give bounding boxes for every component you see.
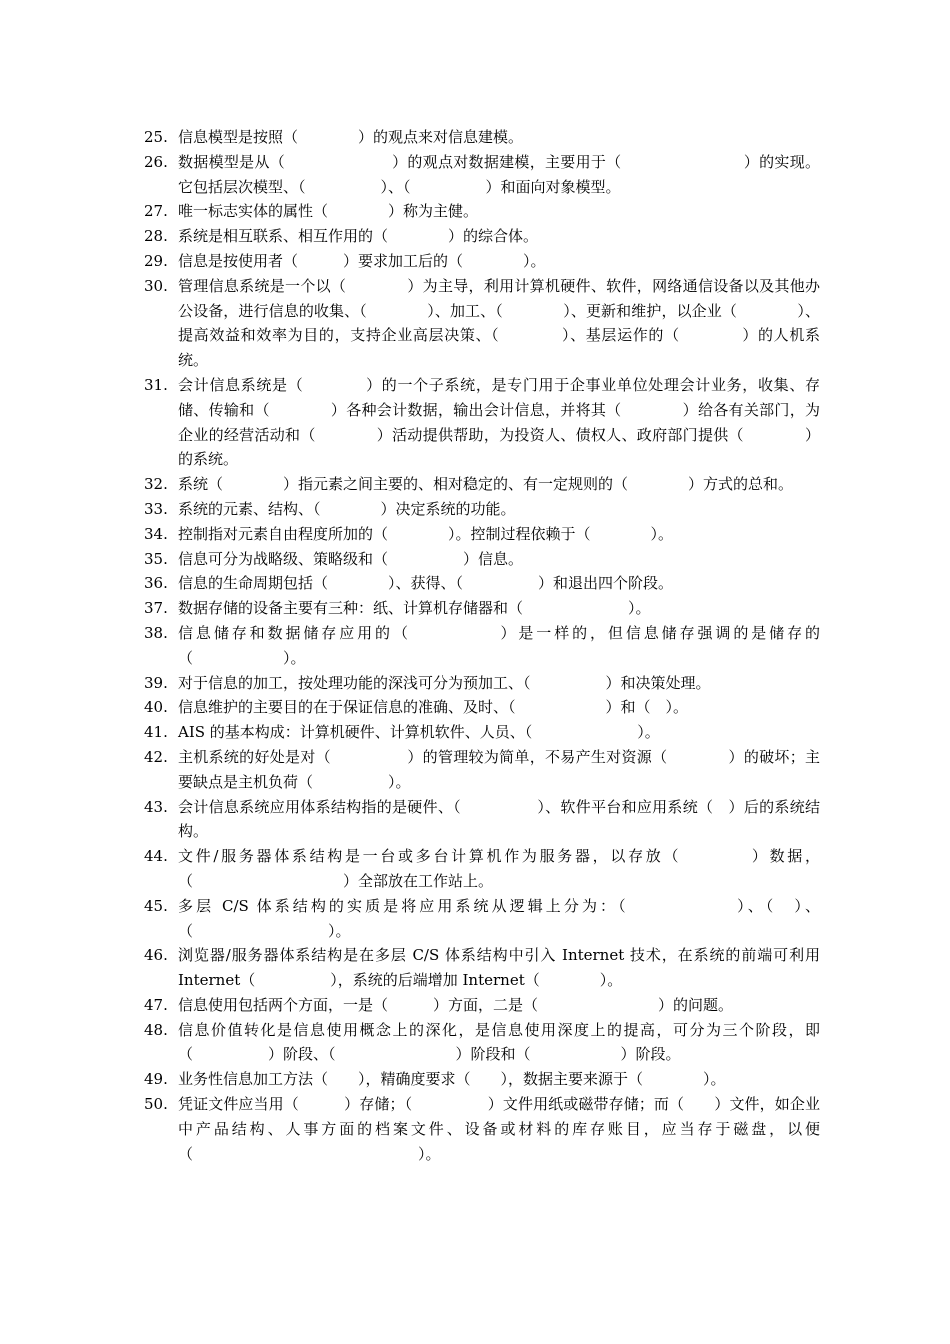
question-text: 浏览器/服务器体系结构是在多层 C/S 体系结构中引入 Internet 技术，在系统的前端可利用 Internet（ ），系统的后端增加 Internet（ ）。 — [178, 946, 820, 990]
question-text: 对于信息的加工，按处理功能的深浅可分为预加工、（ ）和决策处理。 — [178, 673, 711, 692]
question-text: 会计信息系统是（ ）的一个子系统，是专门用于企事业单位处理会计业务，收集、存储、传输和（ ）各种会计数据，输出会计信息，并将其（ ）给各有关部门，为企业的经营活动和（ ）活动提供帮助，为投资人、债权人、政府部门提供（ ）的系统。 — [178, 375, 820, 469]
question-number: 42. — [144, 747, 168, 766]
question-item — [144, 125, 820, 150]
question-number: 31. — [144, 375, 168, 394]
question-number: 50. — [144, 1095, 168, 1114]
question-list — [144, 125, 820, 1166]
question-number: 43. — [144, 797, 168, 816]
question-item — [144, 522, 820, 547]
question-item — [144, 274, 820, 373]
question-number: 44. — [144, 847, 168, 866]
question-text: 数据存储的设备主要有三种：纸、计算机存储器和（ ）。 — [178, 599, 651, 618]
question-item — [144, 943, 820, 993]
question-number: 34. — [144, 524, 168, 543]
question-number: 49. — [144, 1070, 168, 1089]
question-text: 数据模型是从（ ）的观点对数据建模，主要用于（ ）的实现。它包括层次模型、（ ）、（ ）和面向对象模型。 — [178, 152, 820, 196]
question-item — [144, 1067, 820, 1092]
question-item — [144, 224, 820, 249]
question-item — [144, 547, 820, 572]
question-text: 多层 C/S 体系结构的实质是将应用系统从逻辑上分为：（ ）、（ ）、（ ）。 — [178, 896, 820, 940]
question-number: 47. — [144, 995, 168, 1014]
question-text: 信息储存和数据储存应用的（ ）是一样的，但信息储存强调的是储存的（ ）。 — [178, 623, 820, 667]
question-number: 40. — [144, 698, 168, 717]
question-text: 信息模型是按照（ ）的观点来对信息建模。 — [178, 128, 524, 146]
question-number: 45. — [144, 896, 168, 915]
question-text: 信息是按使用者（ ）要求加工后的（ ）。 — [178, 251, 546, 270]
question-item — [144, 720, 820, 745]
question-text: 信息使用包括两个方面，一是（ ）方面，二是（ ）的问题。 — [178, 995, 734, 1014]
question-item — [144, 894, 820, 944]
question-item — [144, 472, 820, 497]
question-text: 主机系统的好处是对（ ）的管理较为简单，不易产生对资源（ ）的破坏；主要缺点是主机负荷（ ）。 — [178, 747, 820, 791]
question-number: 26. — [144, 152, 168, 171]
question-number: 46. — [144, 946, 168, 965]
question-text: 控制指对元素自由程度所加的（ ）。控制过程依赖于（ ）。 — [178, 524, 674, 543]
question-text: 唯一标志实体的属性（ ）称为主健。 — [178, 202, 479, 221]
question-item — [144, 621, 820, 671]
question-text: 系统（ ）指元素之间主要的、相对稳定的、有一定规则的（ ）方式的总和。 — [178, 475, 794, 494]
question-item — [144, 497, 820, 522]
question-item — [144, 199, 820, 224]
question-number: 29. — [144, 251, 168, 270]
question-item — [144, 373, 820, 472]
question-item — [144, 795, 820, 845]
question-number: 27. — [144, 202, 168, 221]
question-number: 35. — [144, 549, 168, 568]
question-item — [144, 844, 820, 894]
question-number: 39. — [144, 673, 168, 692]
question-text: 信息价值转化是信息使用概念上的深化，是信息使用深度上的提高，可分为三个阶段，即（ ）阶段、（ ）阶段和（ ）阶段。 — [178, 1020, 820, 1064]
question-number: 37. — [144, 599, 168, 618]
question-number: 41. — [144, 723, 168, 742]
question-text: 系统的元素、结构、（ ）决定系统的功能。 — [178, 499, 516, 518]
question-item — [144, 1018, 820, 1068]
question-item — [144, 695, 820, 720]
question-item — [144, 1092, 820, 1166]
question-item — [144, 150, 820, 200]
question-text: 系统是相互联系、相互作用的（ ）的综合体。 — [178, 227, 539, 246]
question-item — [144, 993, 820, 1018]
question-number: 38. — [144, 623, 168, 642]
question-text: 信息可分为战略级、策略级和（ ）信息。 — [178, 549, 524, 568]
question-text: 文件/服务器体系结构是一台或多台计算机作为服务器，以存放（ ）数据，（ ）全部放在工作站上。 — [178, 847, 820, 890]
question-item — [144, 571, 820, 596]
question-item — [144, 249, 820, 274]
question-item — [144, 596, 820, 621]
question-number: 33. — [144, 499, 168, 518]
question-text: 业务性信息加工方法（ ），精确度要求（ ），数据主要来源于（ ）。 — [178, 1070, 726, 1089]
question-item — [144, 745, 820, 795]
question-number: 36. — [144, 574, 168, 593]
question-number: 30. — [144, 276, 168, 295]
question-text: 管理信息系统是一个以（ ）为主导，利用计算机硬件、软件，网络通信设备以及其他办公设备，进行信息的收集、（ ）、加工、（ ）、更新和维护，以企业（ ）、提高效益和效率为目的，支持企业高层决策、（ ）、基层运作的（ ）的人机系统。 — [178, 276, 820, 370]
question-number: 48. — [144, 1020, 168, 1039]
question-number: 28. — [144, 227, 168, 246]
question-text: 信息的生命周期包括（ ）、获得、（ ）和退出四个阶段。 — [178, 574, 674, 593]
question-text: 凭证文件应当用（ ）存储；（ ）文件用纸或磁带存储；而（ ）文件，如企业中产品结构、人事方面的档案文件、设备或材料的库存账目，应当存于磁盘，以便（ ）。 — [178, 1095, 820, 1163]
question-number: 25. — [144, 128, 168, 146]
question-text: 会计信息系统应用体系结构指的是硬件、（ ）、软件平台和应用系统（ ）后的系统结构。 — [178, 797, 820, 841]
question-text: AIS 的基本构成：计算机硬件、计算机软件、人员、（ ）。 — [178, 723, 660, 742]
question-text: 信息维护的主要目的在于保证信息的准确、及时、（ ）和（ ）。 — [178, 698, 689, 717]
question-item — [144, 671, 820, 696]
question-number: 32. — [144, 475, 168, 494]
